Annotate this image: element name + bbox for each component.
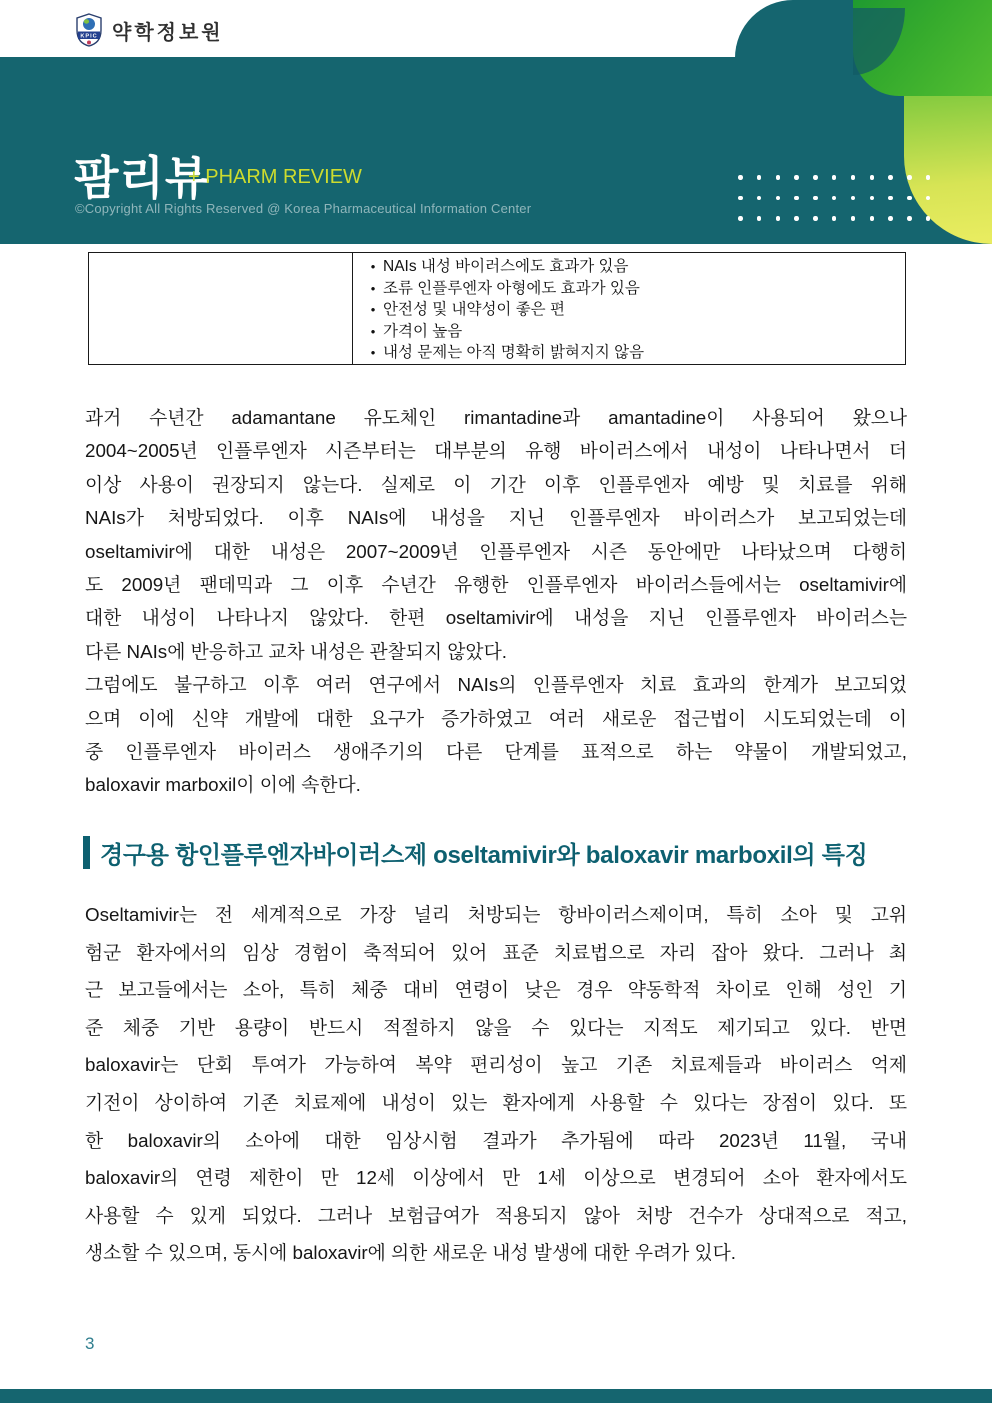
bullet-icon: •	[370, 323, 376, 339]
dots-pattern	[738, 167, 945, 229]
decor-dot	[832, 175, 837, 180]
bullet-text: 안전성 및 내약성이 좋은 편	[383, 301, 565, 319]
bullet-text: 조류 인플루엔자 아형에도 효과가 있음	[383, 279, 640, 297]
bullet-text: NAIs 내성 바이러스에도 효과가 있음	[383, 258, 629, 275]
bullet-icon: •	[370, 280, 376, 296]
body-text-block-1	[85, 401, 907, 802]
footer-teal-band	[0, 1389, 992, 1403]
decor-dot	[738, 175, 743, 180]
text-line: baloxavir marboxil이 이에 속한다.	[85, 774, 361, 796]
text-line: 준 체중 기반 용량이 반드시 적절하지 않을 수 있다는 지적도 제기되고 있다. 반면	[85, 1016, 907, 1038]
decor-dot	[832, 216, 837, 221]
decor-dot	[738, 196, 743, 201]
text-line: oseltamivir에 대한 내성은 2007~2009년 인플루엔자 시즌 동안에만 나타났으며 다행히	[85, 540, 907, 562]
text-line: 사용할 수 있게 되었다. 그러나 보험급여가 적용되지 않아 처방 건수가 상대적으로 적고,	[85, 1204, 907, 1226]
decor-dot	[926, 216, 931, 221]
decor-dot	[926, 196, 931, 201]
section-heading	[83, 835, 868, 870]
decor-dot	[907, 175, 912, 180]
decor-dot	[907, 196, 912, 201]
brand-title: 팜리뷰	[74, 152, 211, 204]
decor-dot	[907, 216, 912, 221]
text-line: 다른 NAIs에 반응하고 교차 내성은 관찰되지 않았다.	[85, 640, 507, 662]
decor-dot	[738, 216, 743, 221]
decor-dot	[813, 196, 818, 201]
decor-dot	[794, 196, 799, 201]
text-line: 과거 수년간 adamantane 유도체인 rimantadine과 amantadine이 사용되어 왔으나	[85, 407, 907, 428]
decor-dot	[776, 175, 781, 180]
text-line: 험군 환자에서의 임상 경험이 축적되어 있어 표준 치료법으로 자리 잡아 왔다. 그러나 최	[85, 941, 907, 963]
decor-dot	[888, 196, 893, 201]
text-line: 2004~2005년 인플루엔자 시즌부터는 대부분의 유행 바이러스에서 내성이 나타나면서 더	[85, 440, 907, 462]
decor-dot	[870, 175, 875, 180]
table-bullet-cell	[353, 253, 905, 364]
body-text-block-2	[85, 896, 907, 1272]
decor-dot	[888, 216, 893, 221]
table-bullet-item	[363, 299, 895, 321]
text-line: 생소할 수 있으며, 동시에 baloxavir에 의한 새로운 내성 발생에 대한 우려가 있다.	[85, 1242, 736, 1264]
text-line: baloxavir의 연령 제한이 만 12세 이상에서 만 1세 이상으로 변경되어 소아 환자에서도	[85, 1167, 907, 1189]
decor-dot	[757, 196, 762, 201]
decor-dot	[851, 175, 856, 180]
brand-subtitle: + PHARM REVIEW	[188, 166, 362, 188]
text-line: 중 인플루엔자 바이러스 생애주기의 다른 단계를 표적으로 하는 약물이 개발되었고,	[85, 740, 907, 762]
text-line: 그럼에도 불구하고 이후 여러 연구에서 NAIs의 인플루엔자 치료 효과의 한계가 보고되었	[85, 674, 907, 696]
decor-dot	[870, 216, 875, 221]
logo	[75, 13, 224, 47]
decor-dot	[757, 216, 762, 221]
decor-dot	[851, 216, 856, 221]
bullet-text: 내성 문제는 아직 명확히 밝혀지지 않음	[383, 344, 645, 362]
decor-dot	[888, 175, 893, 180]
table-bullet-item	[363, 321, 895, 343]
text-line: 기전이 상이하여 기존 치료제에 내성이 있는 환자에게 사용할 수 있다는 장점이 있다. 또	[85, 1091, 907, 1113]
text-line: 대한 내성이 나타나지 않았다. 한편 oseltamivir에 내성을 지닌 인플루엔자 바이러스는	[85, 607, 907, 629]
decor-dot	[776, 196, 781, 201]
text-line: NAIs가 처방되었다. 이후 NAIs에 내성을 지닌 인플루엔자 바이러스가 보고되었는데	[85, 507, 907, 529]
comparison-table	[88, 252, 906, 365]
text-line: 이상 사용이 권장되지 않는다. 실제로 이 기간 이후 인플루엔자 예방 및 치료를 위해	[85, 473, 907, 495]
bullet-icon: •	[370, 302, 376, 318]
text-line: baloxavir는 단회 투여가 가능하여 복약 편리성이 높고 기존 치료제들과 바이러스 억제	[85, 1054, 907, 1076]
decor-dot	[776, 216, 781, 221]
kpic-shield-icon	[75, 13, 103, 47]
text-line: 근 보고들에서는 소아, 특히 체중 대비 연령이 낮은 경우 약동학적 차이로 인해 성인 기	[85, 979, 907, 1001]
decor-dot	[926, 175, 931, 180]
decor-dot	[813, 175, 818, 180]
decor-dot	[870, 196, 875, 201]
text-line: Oseltamivir는 전 세계적으로 가장 널리 처방되는 항바이러스제이며, 특히 소아 및 고위	[85, 904, 907, 925]
bullet-text: 가격이 높음	[383, 322, 463, 340]
decor-dot	[851, 196, 856, 201]
decor-dot	[794, 175, 799, 180]
heading-text: 경구용 항인플루엔자바이러스제 oseltamivir와 baloxavir marboxil의 특징	[100, 842, 868, 869]
text-line: 한 baloxavir의 소아에 대한 임상시험 결과가 추가됨에 따라 2023년 11월, 국내	[85, 1129, 907, 1151]
text-line: 으며 이에 신약 개발에 대한 요구가 증가하였고 여러 새로운 접근법이 시도되었는데 이	[85, 707, 907, 729]
bullet-icon: •	[370, 259, 376, 274]
copyright-text: ©Copyright All Rights Reserved @ Korea Pharmaceutical Information Center	[75, 201, 532, 216]
table-bullet-item	[363, 278, 895, 300]
heading-accent-bar	[83, 836, 90, 869]
logo-text: 약학정보원	[112, 21, 224, 44]
decor-dot	[813, 216, 818, 221]
decor-dot	[757, 175, 762, 180]
table-empty-cell	[89, 253, 353, 364]
text-line: 도 2009년 팬데믹과 그 이후 수년간 유행한 인플루엔자 바이러스들에서는 oseltamivir에	[85, 573, 907, 595]
bullet-icon: •	[370, 345, 376, 361]
decor-dot	[794, 216, 799, 221]
page-number: 3	[85, 1334, 95, 1353]
decor-dot	[832, 196, 837, 201]
table-bullet-item	[363, 256, 895, 278]
table-bullet-item	[363, 342, 895, 364]
svg-text:KPIC: KPIC	[80, 33, 98, 40]
